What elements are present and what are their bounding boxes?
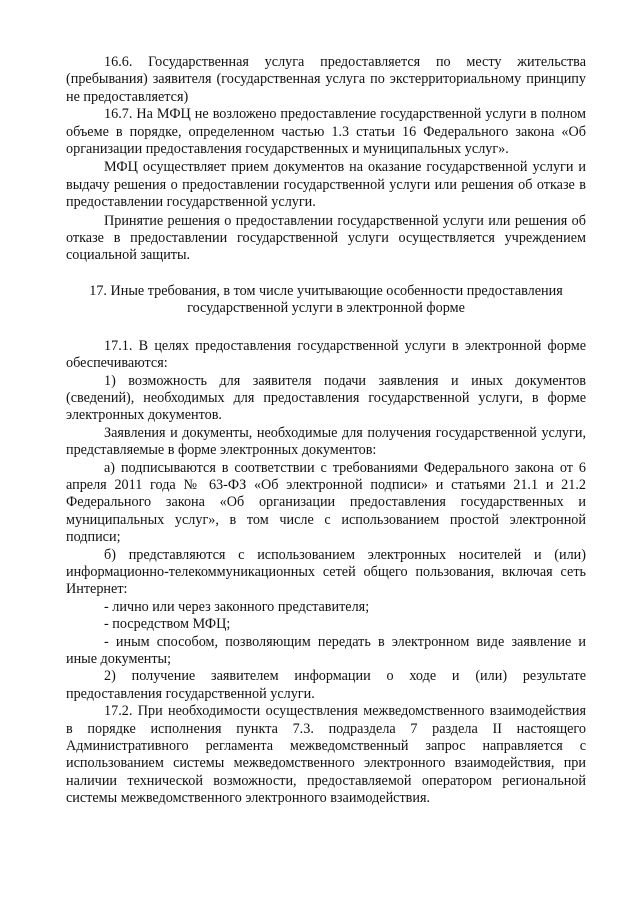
paragraph-requirements: Заявления и документы, необходимые для получения государственной услуги, представляемые в форме электронных документов: bbox=[66, 424, 586, 459]
document-body bbox=[66, 54, 586, 808]
paragraph-mfc-reception: МФЦ осуществляет прием документов на оказание государственной услуги и выдачу решения о предоставлении государственной услуги или решения об отказе в предоставлении государственной услуги. bbox=[66, 159, 586, 211]
paragraph-17-2: 17.2. При необходимости осуществления межведомственного взаимодействия в порядке исполнения пункта 7.3. подраздела 7 раздела II настоящего Административного регламента межведомственный запрос направляется с использованием системы межведомственного электронного взаимодействия, при наличии технической возможности, предоставляемой оператором региональной системы межведомственного электронного взаимодействия. bbox=[66, 703, 586, 807]
paragraph-17-1-item-1: 1) возможность для заявителя подачи заявления и иных документов (сведений), необходимых для предоставления государственной услуги, в форме электронных документов. bbox=[66, 372, 586, 424]
paragraph-17-1-item-2: 2) получение заявителем информации о ходе и (или) результате предоставления государственной услуги. bbox=[66, 668, 586, 702]
section-17-heading: 17. Иные требования, в том числе учитывающие особенности предоставления государственной услуги в электронной форме bbox=[89, 282, 563, 317]
list-item-mfc: - посредством МФЦ; bbox=[104, 616, 231, 633]
list-item-other-method: - иным способом, позволяющим передать в электронном виде заявление и иные документы; bbox=[66, 633, 586, 667]
paragraph-16-6: 16.6. Государственная услуга предоставляется по месту жительства (пребывания) заявителя (государственная услуга по экстерриториальному принципу не предоставляется) bbox=[66, 54, 586, 105]
paragraph-item-a: а) подписываются в соответствии с требованиями Федерального закона от 6 апреля 2011 года № 63-ФЗ «Об электронной подписи» и статьями 21.1 и 21.2 Федерального закона «Об организации предоставления государственных и муниципальных услуг», в том числе с использованием простой электронной подписи; bbox=[66, 459, 586, 546]
paragraph-16-7: 16.7. На МФЦ не возложено предоставление государственной услуги в полном объеме в порядке, определенном частью 1.3 статьи 16 Федерального закона «Об организации предоставления государственных и муниципальных услуг». bbox=[66, 106, 586, 158]
paragraph-item-b: б) представляются с использованием электронных носителей и (или) информационно-телекоммуникационных сетей общего пользования, включая сеть Интернет: bbox=[66, 546, 586, 598]
paragraph-decision: Принятие решения о предоставлении государственной услуги или решения об отказе в предоставлении государственной услуги осуществляется учреждением социальной защиты. bbox=[66, 212, 586, 264]
paragraph-17-1: 17.1. В целях предоставления государственной услуги в электронной форме обеспечиваются: bbox=[66, 337, 586, 372]
list-item-personal: - лично или через законного представителя; bbox=[104, 598, 370, 615]
